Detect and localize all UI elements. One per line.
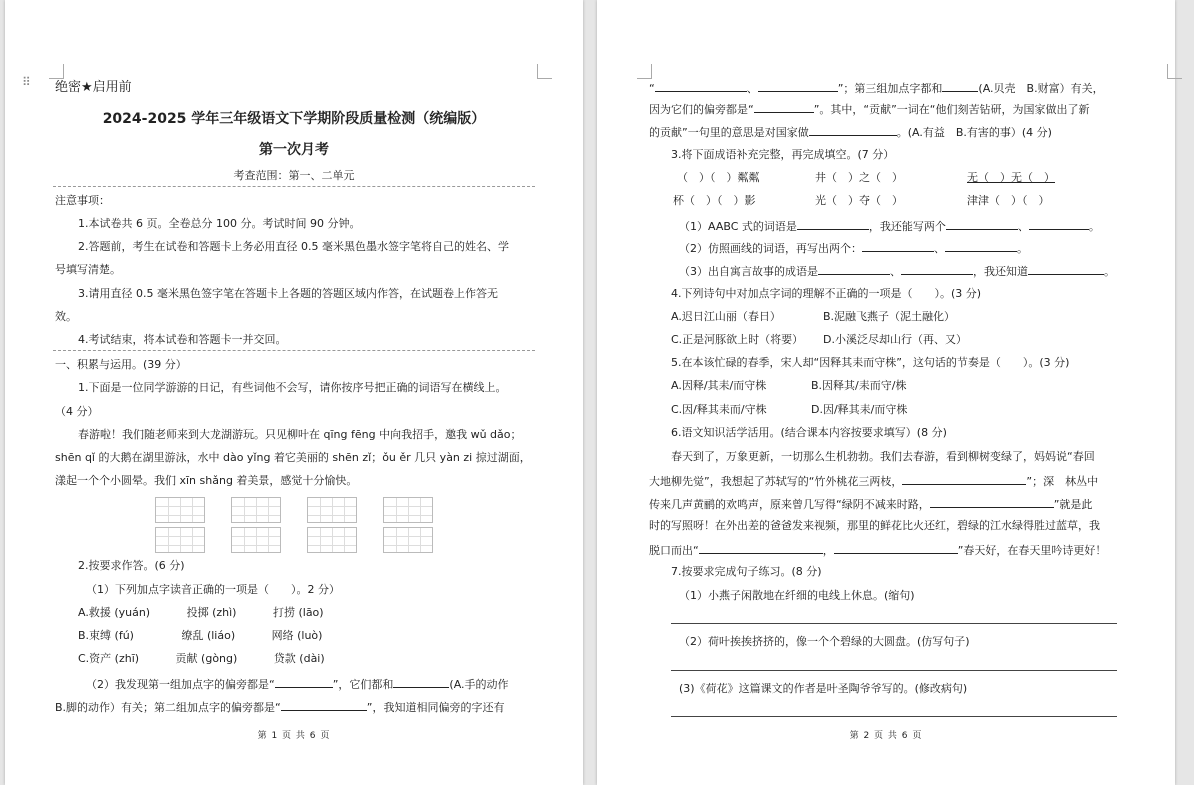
answer-blank[interactable] — [946, 218, 1018, 230]
divider — [53, 350, 535, 351]
option-b: B.束缚 (fú) 缭乱 (liáo) 网络 (luò) — [78, 629, 323, 642]
diary-line-1: 春游啦！我们随老师来到大龙湖游玩。只见柳叶在 qīng fēng 中向我招手，邀我 wǔ dǎo； — [78, 428, 522, 441]
answer-blank[interactable] — [655, 80, 747, 92]
answer-line[interactable] — [671, 670, 1117, 671]
q5-option-a: A.因释/其耒/而守株 — [671, 379, 767, 392]
q4-option-a: A.迟日江山丽（春日） — [671, 310, 781, 323]
answer-blank[interactable] — [930, 496, 1054, 508]
question-7-1: （1）小燕子闲散地在纤细的电线上休息。(缩句) — [679, 589, 915, 602]
question-3: 3.将下面成语补充完整，再完成填空。(7 分） — [671, 148, 895, 161]
writing-grid[interactable] — [155, 497, 205, 523]
note-1: 1.本试卷共 6 页。全卷总分 100 分。考试时间 90 分钟。 — [78, 217, 361, 230]
idiom-5: 光（ ）夺（ ） — [815, 194, 903, 207]
q6-line-4: 时的写照呀！在外出差的爸爸发来视频，那里的鲜花比火还红，碧绿的江水绿得胜过蓝草，我 — [649, 519, 1100, 532]
question-5: 5.在本该忙碌的春季，宋人却“因释其耒而守株”，这句话的节奏是（ ）。(3 分) — [671, 356, 1070, 369]
answer-blank[interactable] — [862, 240, 934, 252]
note-3: 3.请用直径 0.5 毫米黑色签字笔在答题卡上各题的答题区域内作答，在试题卷上作答无 — [78, 287, 498, 300]
writing-grid[interactable] — [155, 527, 205, 553]
question-6: 6.语文知识活学活用。(结合课本内容按要求填写）(8 分) — [671, 426, 947, 439]
answer-line[interactable] — [671, 623, 1117, 624]
question-1-score: （4 分） — [55, 405, 99, 418]
option-a: A.救援 (yuán) 投掷 (zhì) 打捞 (lāo) — [78, 606, 324, 619]
q5-option-c: C.因/释其耒而/守株 — [671, 403, 767, 416]
answer-blank[interactable] — [393, 676, 449, 688]
answer-blank[interactable] — [901, 263, 973, 275]
option-c: C.资产 (zhī) 贡献 (gòng) 贷款 (dài) — [78, 652, 325, 665]
q4-option-d: D.小溪泛尽却山行（再、又） — [823, 333, 967, 346]
answer-line[interactable] — [671, 716, 1117, 717]
q2-continuation-2: 因为它们的偏旁都是“ ”。其中，“贡献”一词在“他们刻苦钻研，为国家做出了新 — [649, 103, 1090, 116]
idiom-1: （ ）（ ）粼粼 — [677, 171, 760, 184]
secret-label: 绝密★启用前 — [55, 80, 132, 95]
q4-option-c: C.正是河豚欲上时（将要） — [671, 333, 804, 346]
answer-blank[interactable] — [942, 80, 978, 92]
page-2 — [597, 0, 1175, 785]
question-7: 7.按要求完成句子练习。(8 分) — [671, 565, 822, 578]
question-3-2: （2）仿照画线的词语，再写出两个： 、 。 — [679, 242, 1028, 255]
q6-line-3: 传来几声黄鹂的欢鸣声，原来曾几写得“绿阴不减来时路， ”就是此 — [649, 498, 1093, 511]
idiom-4: 杯（ ）（ ）影 — [673, 194, 756, 207]
question-2-2: （2）我发现第一组加点字的偏旁都是“ ”，它们都和 (A.手的动作 — [86, 678, 509, 691]
q6-line-1: 春天到了，万象更新，一切那么生机勃勃。我们去春游，看到柳树变绿了，妈妈说“春回 — [671, 450, 1095, 463]
writing-grid[interactable] — [383, 497, 433, 523]
writing-grid[interactable] — [383, 527, 433, 553]
writing-grid[interactable] — [231, 497, 281, 523]
idiom-3-underlined: 无（ ）无（ ） — [967, 171, 1055, 184]
answer-blank[interactable] — [1028, 263, 1104, 275]
q4-option-b: B.泥融飞燕子（泥土融化） — [823, 310, 956, 323]
question-3-1: （1）AABC 式的词语是 ，我还能写两个 、 。 — [679, 220, 1100, 233]
q2-continuation-3: 的贡献”一句里的意思是对国家做 。(A.有益 B.有害的事）(4 分) — [649, 126, 1052, 139]
q5-option-b: B.因释其/耒而守/株 — [811, 379, 907, 392]
note-2-cont: 号填写清楚。 — [55, 263, 121, 276]
note-4: 4.考试结束，将本试卷和答题卡一并交回。 — [78, 333, 287, 346]
answer-blank[interactable] — [758, 80, 838, 92]
margin-corner-mark — [537, 64, 552, 79]
answer-blank[interactable] — [1029, 218, 1089, 230]
answer-blank[interactable] — [902, 473, 1026, 485]
writing-grid[interactable] — [231, 527, 281, 553]
notes-heading: 注意事项： — [55, 194, 110, 207]
question-7-2: （2）荷叶挨挨挤挤的，像一个个碧绿的大圆盘。(仿写句子) — [679, 635, 970, 648]
answer-blank[interactable] — [754, 101, 814, 113]
answer-blank[interactable] — [945, 240, 1017, 252]
exam-scope: 考查范围：第一、二单元 — [233, 169, 355, 182]
margin-corner-mark — [637, 64, 652, 79]
q6-line-5: 脱口而出“ ， ”春天好，在春天里吟诗更好！ — [649, 544, 1107, 557]
question-2-1: （1）下列加点字读音正确的一项是（ ）。2 分） — [86, 583, 340, 596]
note-2: 2.答题前，考生在试卷和答题卡上务必用直径 0.5 毫米黑色墨水签字笔将自己的姓名、学 — [78, 240, 509, 253]
question-1: 1.下面是一位同学游游的日记，有些词他不会写，请你按序号把正确的词语写在横线上。 — [78, 381, 507, 394]
answer-blank[interactable] — [818, 263, 890, 275]
answer-blank[interactable] — [809, 124, 897, 136]
divider — [53, 186, 535, 187]
question-3-3: （3）出自寓言故事的成语是 、 ，我还知道 。 — [679, 265, 1115, 278]
writing-grid[interactable] — [307, 497, 357, 523]
drag-handle-icon[interactable]: ⠿ — [22, 75, 32, 89]
margin-corner-mark — [49, 64, 64, 79]
answer-blank[interactable] — [699, 542, 823, 554]
note-3-cont: 效。 — [55, 310, 77, 323]
question-4: 4.下列诗句中对加点字词的理解不正确的一项是（ ）。(3 分) — [671, 287, 982, 300]
q6-line-2: 大地柳先觉”，我想起了苏轼写的“竹外桃花三两枝， ”；深 林丛中 — [649, 475, 1099, 488]
answer-blank[interactable] — [281, 699, 367, 711]
diary-line-3: 漾起一个个小圆晕。我们 xīn shǎng 着美景，感觉十分愉快。 — [55, 474, 358, 487]
page-footer: 第 1 页 共 6 页 — [257, 731, 331, 741]
q2-continuation-1: “ 、 ”；第三组加点字都和 (A.贝壳 B.财富）有关， — [649, 82, 1104, 95]
idiom-6: 津津（ ）（ ） — [967, 194, 1050, 207]
answer-blank[interactable] — [275, 676, 333, 688]
question-2-2-cont: B.脚的动作）有关；第二组加点字的偏旁都是“ ”，我知道相同偏旁的字还有 — [55, 701, 505, 714]
section-1-heading: 一、积累与运用。(39 分） — [55, 358, 187, 371]
question-2: 2.按要求作答。(6 分) — [78, 559, 185, 572]
page-1 — [5, 0, 583, 785]
diary-line-2: shēn qǐ 的大鹅在湖里游泳，水中 dào yǐng 着它美丽的 shēn zǐ；ǒu ěr 几只 yàn zi 掠过湖面， — [55, 451, 531, 464]
idiom-2: 井（ ）之（ ） — [815, 171, 903, 184]
question-7-3: (3)《荷花》这篇课文的作者是叶圣陶爷爷写的。(修改病句) — [679, 682, 968, 695]
exam-title: 2024-2025 学年三年级语文下学期阶段质量检测（统编版） — [102, 111, 486, 127]
answer-blank[interactable] — [797, 218, 869, 230]
exam-subtitle: 第一次月考 — [259, 142, 329, 158]
writing-grid[interactable] — [307, 527, 357, 553]
answer-blank[interactable] — [834, 542, 958, 554]
q5-option-d: D.因/释其耒/而守株 — [811, 403, 908, 416]
page-footer: 第 2 页 共 6 页 — [849, 731, 923, 741]
margin-corner-mark — [1167, 64, 1182, 79]
